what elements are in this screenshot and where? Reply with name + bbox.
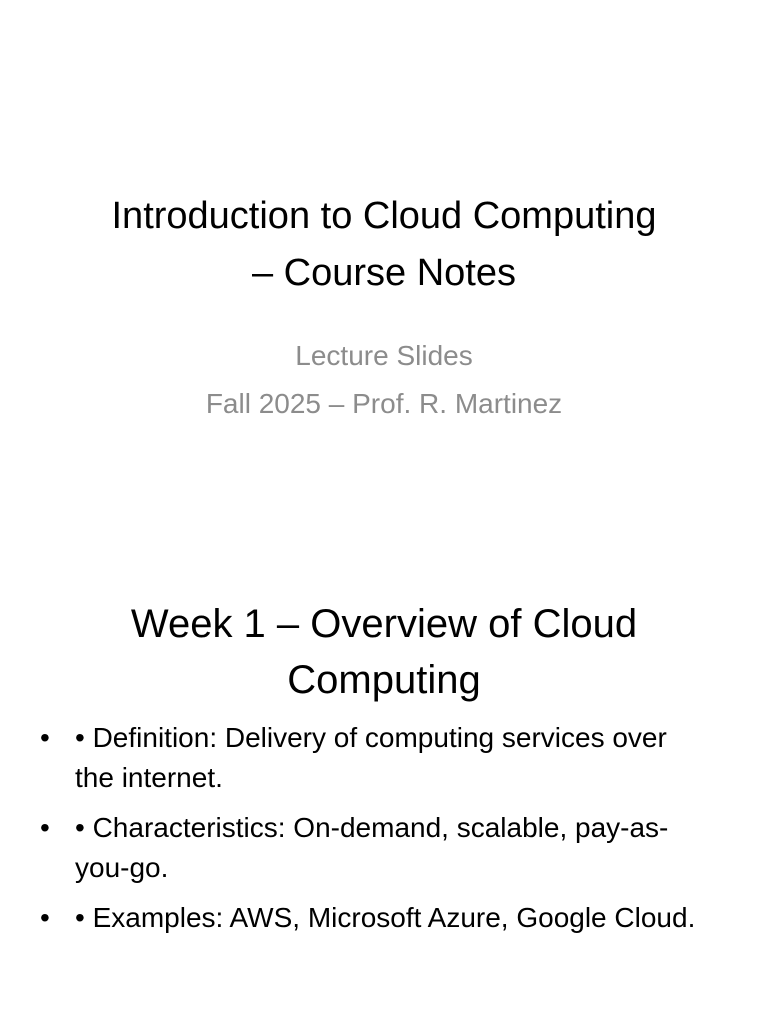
bullet-item-characteristics <box>40 808 700 888</box>
bullet-item-examples <box>40 898 700 938</box>
title-line-2: – Course Notes <box>251 252 516 294</box>
subtitle-line-2: Fall 2025 – Prof. R. Martinez <box>205 388 563 419</box>
bullet-text: • Examples: AWS, Microsoft Azure, Google Cloud. <box>75 902 696 933</box>
bullet-item-definition <box>40 718 700 798</box>
slide-subtitle <box>40 332 728 428</box>
bullet-dot-icon: • <box>40 722 50 753</box>
week-1-heading <box>40 596 728 708</box>
week-1-heading-line-1: Week 1 – Overview of Cloud <box>130 602 638 646</box>
subtitle-line-1: Lecture Slides <box>295 340 473 371</box>
bullet-text: • Characteristics: On-demand, scalable, pay-as-you-go. <box>75 812 669 883</box>
title-line-1: Introduction to Cloud Computing <box>111 195 657 237</box>
bullet-text: • Definition: Delivery of computing services over the internet. <box>75 722 667 793</box>
bullet-dot-icon: • <box>40 902 50 933</box>
slide-week-1 <box>0 512 768 1024</box>
slide-title-heading <box>40 188 728 302</box>
bullet-dot-icon: • <box>40 812 50 843</box>
week-1-heading-line-2: Computing <box>287 658 481 702</box>
bullet-list <box>40 718 700 948</box>
